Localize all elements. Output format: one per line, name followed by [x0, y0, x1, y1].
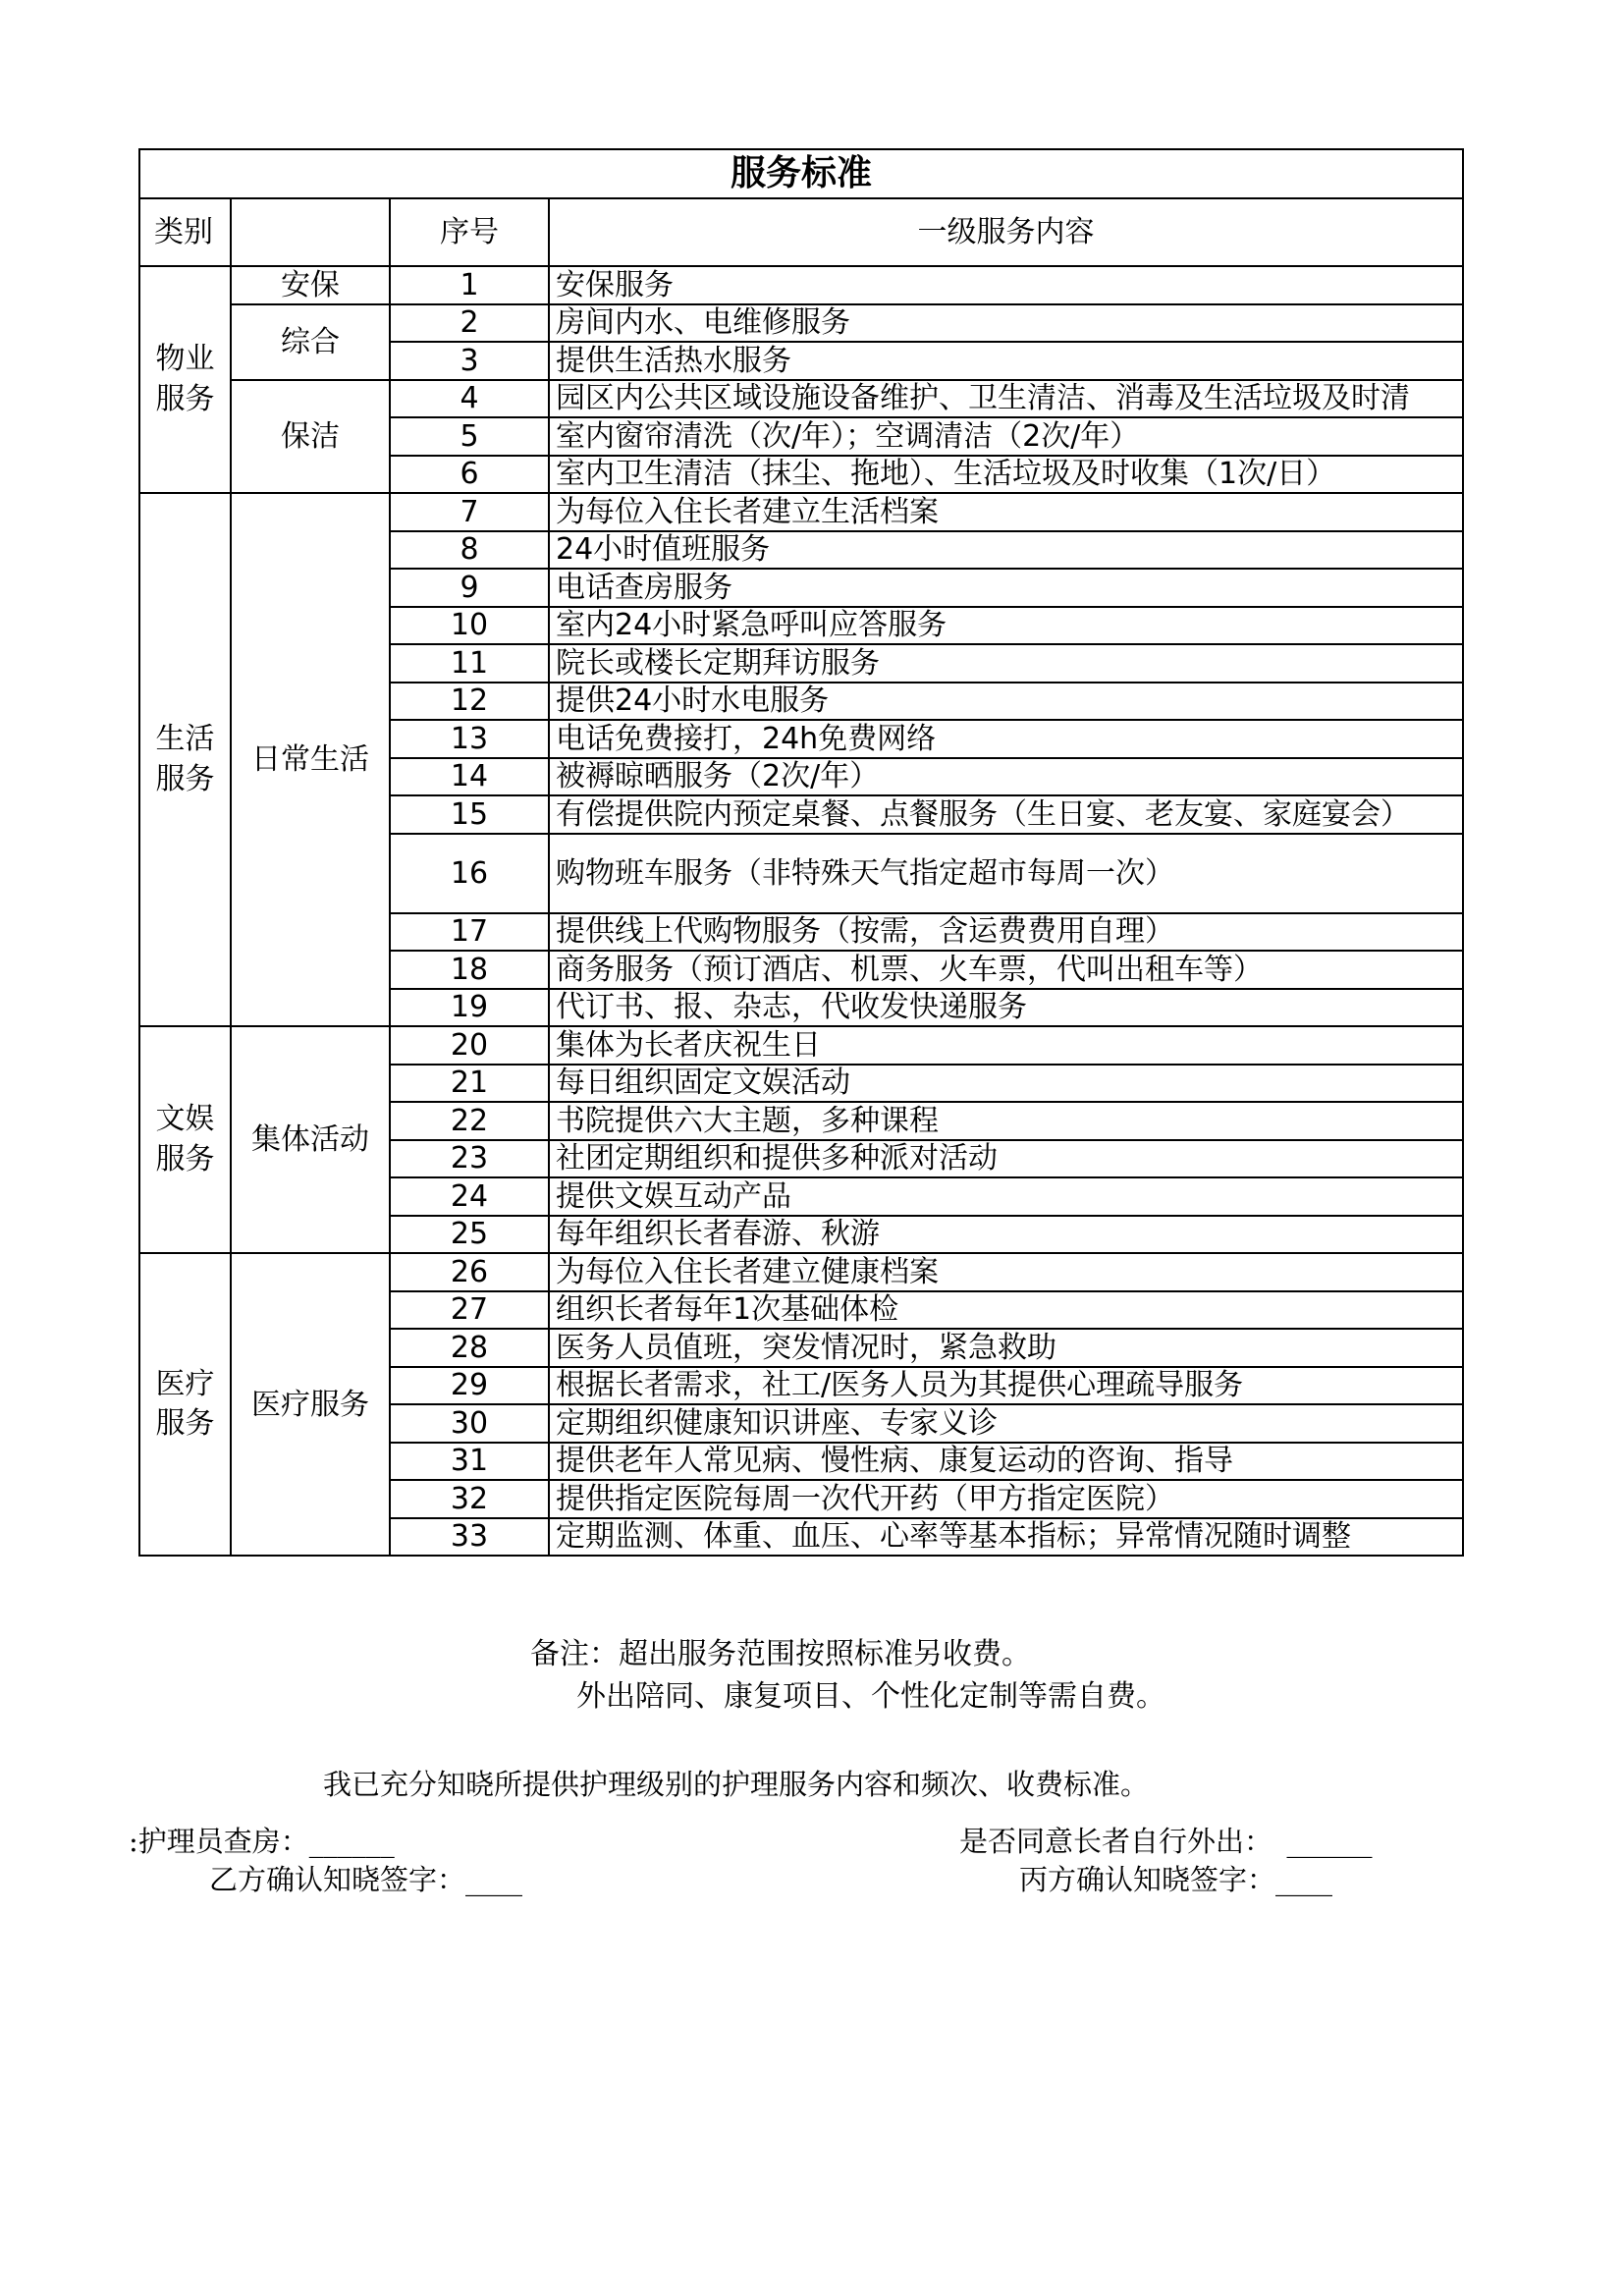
- service-content-cell: 定期组织健康知识讲座、专家义诊: [549, 1404, 1463, 1443]
- service-content-cell: 提供老年人常见病、慢性病、康复运动的咨询、指导: [549, 1443, 1463, 1481]
- seq-cell: 17: [390, 913, 549, 952]
- seq-cell: 18: [390, 951, 549, 989]
- seq-cell: 23: [390, 1140, 549, 1178]
- service-content-cell: 为每位入住长者建立健康档案: [549, 1253, 1463, 1291]
- seq-cell: 16: [390, 834, 549, 913]
- seq-cell: 2: [390, 304, 549, 343]
- service-content-cell: 社团定期组织和提供多种派对活动: [549, 1140, 1463, 1178]
- seq-cell: 31: [390, 1443, 549, 1481]
- seq-cell: 9: [390, 569, 549, 607]
- seq-cell: 26: [390, 1253, 549, 1291]
- service-content-cell: 集体为长者庆祝生日: [549, 1026, 1463, 1065]
- seq-cell: 12: [390, 683, 549, 721]
- service-standard-table: [138, 148, 1464, 1557]
- table-row: [139, 493, 1463, 531]
- table-title: 服务标准: [139, 149, 1463, 198]
- service-content-cell: 24小时值班服务: [549, 531, 1463, 570]
- service-content-cell: 提供文娱互动产品: [549, 1177, 1463, 1216]
- seq-cell: 21: [390, 1065, 549, 1103]
- service-content-cell: 代订书、报、杂志，代收发快递服务: [549, 989, 1463, 1027]
- nurse-check-field[interactable]: :护理员查房：______: [129, 1825, 395, 1858]
- header-category: 类别: [139, 198, 231, 266]
- table-row: [139, 304, 1463, 343]
- service-content-cell: 室内窗帘清洗（次/年）；空调清洁（2次/年）: [549, 417, 1463, 456]
- service-content-cell: 园区内公共区域设施设备维护、卫生清洁、消毒及生活垃圾及时清: [549, 380, 1463, 418]
- header-seq: 序号: [390, 198, 549, 266]
- seq-cell: 8: [390, 531, 549, 570]
- seq-cell: 14: [390, 758, 549, 796]
- seq-cell: 19: [390, 989, 549, 1027]
- service-content-cell: 室内卫生清洁（抹尘、拖地）、生活垃圾及时收集（1次/日）: [549, 456, 1463, 494]
- seq-cell: 27: [390, 1291, 549, 1330]
- category-cell: 物业 服务: [139, 266, 231, 493]
- service-content-cell: 定期监测、体重、血压、心率等基本指标；异常情况随时调整: [549, 1518, 1463, 1557]
- service-content-cell: 提供线上代购物服务（按需，含运费费用自理）: [549, 913, 1463, 952]
- header-subcategory: [231, 198, 390, 266]
- service-content-cell: 电话查房服务: [549, 569, 1463, 607]
- seq-cell: 28: [390, 1329, 549, 1367]
- subcategory-cell: 安保: [231, 266, 390, 304]
- service-content-cell: 室内24小时紧急呼叫应答服务: [549, 607, 1463, 645]
- subcategory-cell: 保洁: [231, 380, 390, 494]
- seq-cell: 15: [390, 795, 549, 834]
- subcategory-cell: 医疗服务: [231, 1253, 390, 1556]
- subcategory-cell: 集体活动: [231, 1026, 390, 1253]
- subcategory-cell: 日常生活: [231, 493, 390, 1026]
- service-content-cell: 医务人员值班，突发情况时，紧急救助: [549, 1329, 1463, 1367]
- subcategory-cell: 综合: [231, 304, 390, 380]
- service-content-cell: 商务服务（预订酒店、机票、火车票，代叫出租车等）: [549, 951, 1463, 989]
- service-content-cell: 每日组织固定文娱活动: [549, 1065, 1463, 1103]
- seq-cell: 24: [390, 1177, 549, 1216]
- seq-cell: 3: [390, 342, 549, 380]
- category-cell: 文娱 服务: [139, 1026, 231, 1253]
- seq-cell: 1: [390, 266, 549, 304]
- seq-cell: 13: [390, 720, 549, 758]
- header-content: 一级服务内容: [549, 198, 1463, 266]
- service-content-cell: 提供生活热水服务: [549, 342, 1463, 380]
- service-content-cell: 电话免费接打，24h免费网络: [549, 720, 1463, 758]
- category-cell: 生活 服务: [139, 493, 231, 1026]
- seq-cell: 10: [390, 607, 549, 645]
- service-content-cell: 提供24小时水电服务: [549, 683, 1463, 721]
- table-row: [139, 380, 1463, 418]
- service-content-cell: 每年组织长者春游、秋游: [549, 1216, 1463, 1254]
- seq-cell: 6: [390, 456, 549, 494]
- seq-cell: 7: [390, 493, 549, 531]
- go-out-consent-field[interactable]: 是否同意长者自行外出： ______: [959, 1825, 1373, 1858]
- service-standard-sheet: [138, 148, 1462, 1714]
- seq-cell: 22: [390, 1102, 549, 1140]
- service-content-cell: 提供指定医院每周一次代开药（甲方指定医院）: [549, 1480, 1463, 1518]
- table-row: [139, 266, 1463, 304]
- header-row: [139, 198, 1463, 266]
- service-content-cell: 根据长者需求，社工/医务人员为其提供心理疏导服务: [549, 1367, 1463, 1405]
- service-content-cell: 院长或楼长定期拜访服务: [549, 644, 1463, 683]
- table-row: [139, 1026, 1463, 1065]
- seq-cell: 11: [390, 644, 549, 683]
- seq-cell: 32: [390, 1480, 549, 1518]
- service-content-cell: 有偿提供院内预定桌餐、点餐服务（生日宴、老友宴、家庭宴会）: [549, 795, 1463, 834]
- remark-line-2: 外出陪同、康复项目、个性化定制等需自费。: [576, 1679, 1165, 1714]
- service-content-cell: 安保服务: [549, 266, 1463, 304]
- seq-cell: 29: [390, 1367, 549, 1405]
- seq-cell: 4: [390, 380, 549, 418]
- acknowledgement-statement: 我已充分知晓所提供护理级别的护理服务内容和频次、收费标准。: [323, 1768, 1150, 1801]
- table-row: [139, 1253, 1463, 1291]
- service-content-cell: 房间内水、电维修服务: [549, 304, 1463, 343]
- service-content-cell: 被褥晾晒服务（2次/年）: [549, 758, 1463, 796]
- seq-cell: 25: [390, 1216, 549, 1254]
- party-b-signature-field[interactable]: 乙方确认知晓签字：____: [209, 1863, 523, 1896]
- party-c-signature-field[interactable]: 丙方确认知晓签字：____: [1019, 1863, 1333, 1896]
- service-content-cell: 购物班车服务（非特殊天气指定超市每周一次）: [549, 834, 1463, 913]
- seq-cell: 5: [390, 417, 549, 456]
- category-cell: 医疗 服务: [139, 1253, 231, 1556]
- seq-cell: 20: [390, 1026, 549, 1065]
- service-content-cell: 组织长者每年1次基础体检: [549, 1291, 1463, 1330]
- seq-cell: 30: [390, 1404, 549, 1443]
- service-content-cell: 为每位入住长者建立生活档案: [549, 493, 1463, 531]
- remark-line-1: 备注：超出服务范围按照标准另收费。: [530, 1637, 1031, 1671]
- service-content-cell: 书院提供六大主题，多种课程: [549, 1102, 1463, 1140]
- seq-cell: 33: [390, 1518, 549, 1557]
